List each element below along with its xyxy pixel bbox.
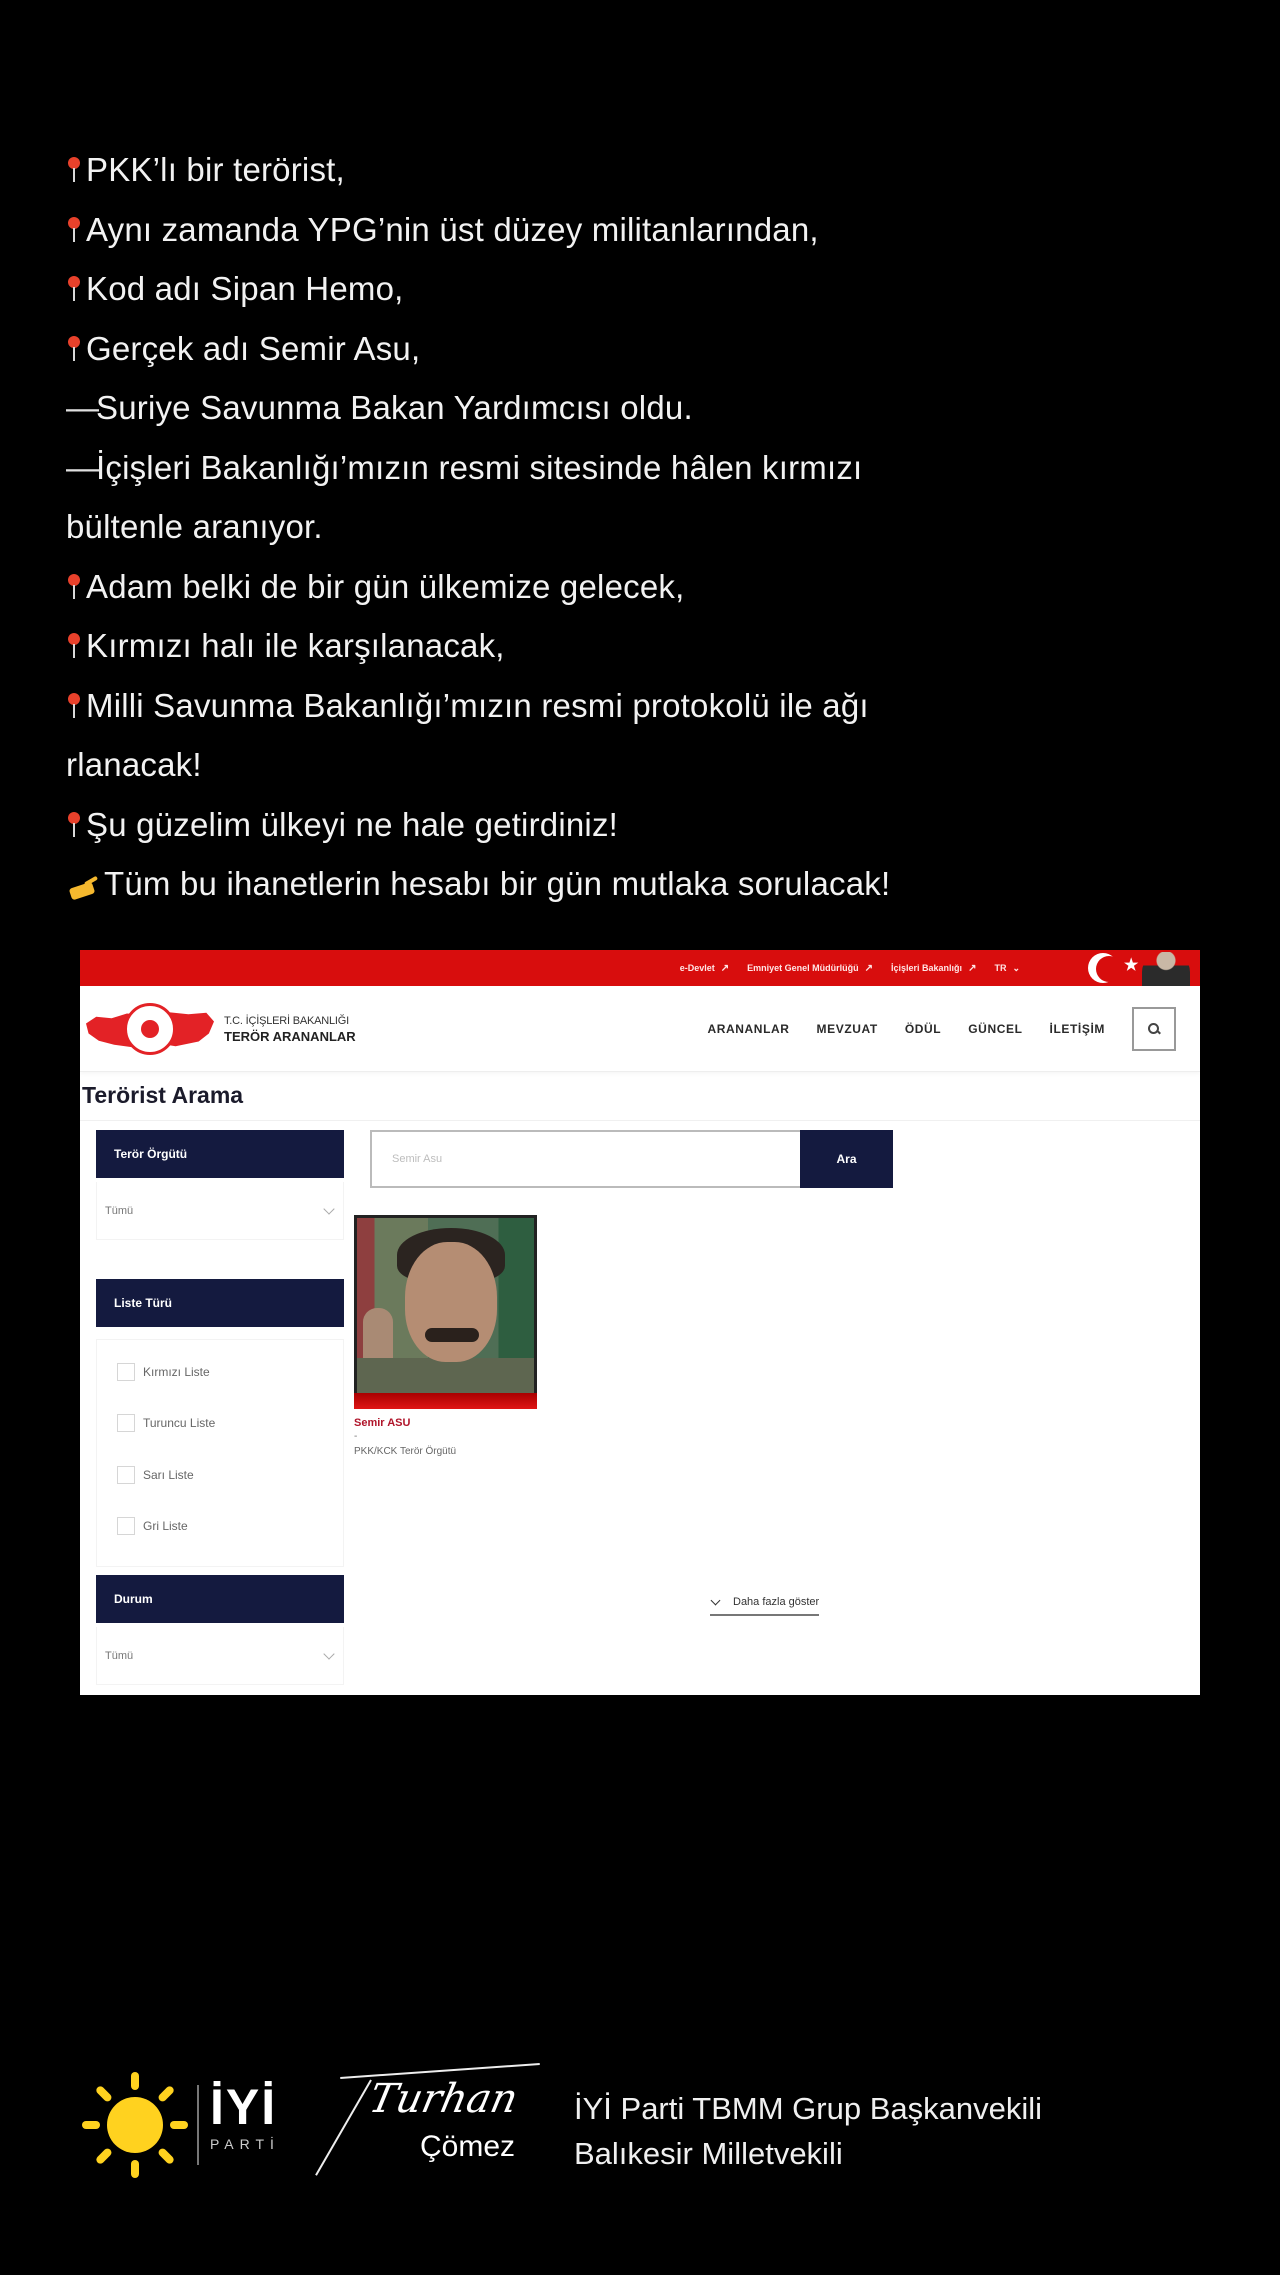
flag-banner [1080, 950, 1200, 986]
checkbox-turuncu-liste[interactable]: Turuncu Liste [117, 1408, 343, 1460]
round-pushpin-icon [66, 274, 82, 304]
round-pushpin-icon [66, 691, 82, 721]
checkbox[interactable] [117, 1414, 135, 1432]
signature [330, 2060, 550, 2190]
pointing-hand-icon [66, 871, 100, 901]
filter-organization [96, 1130, 344, 1240]
organization-select[interactable]: Tümü [96, 1182, 344, 1240]
search-submit-button[interactable]: Ara [800, 1130, 893, 1188]
post-line: —İçişleri Bakanlığı’mızın resmi sitesinde hâlen kırmızı [66, 438, 1186, 498]
post-line: bültenle aranıyor. [66, 508, 323, 545]
nav-mevzuat[interactable]: MEVZUAT [816, 1021, 878, 1036]
egm-link[interactable]: Emniyet Genel Müdürlüğü ↗ [747, 962, 874, 974]
status-select[interactable]: Tümü [96, 1627, 344, 1685]
filter-status [96, 1575, 344, 1685]
search-field[interactable] [370, 1130, 800, 1188]
post-line: Şu güzelim ülkeyi ne hale getirdiniz! [66, 795, 1186, 855]
nav-odul[interactable]: ÖDÜL [904, 1021, 942, 1036]
round-pushpin-icon [66, 572, 82, 602]
external-link-icon: ↗ [720, 962, 730, 974]
post-line: Gerçek adı Semir Asu, [66, 319, 1186, 379]
round-pushpin-icon [66, 810, 82, 840]
round-pushpin-icon [66, 631, 82, 661]
top-bar [80, 950, 1200, 986]
star-icon: ★ [1124, 957, 1139, 974]
dash-icon: — [66, 448, 100, 486]
nav-guncel[interactable]: GÜNCEL [968, 1021, 1023, 1036]
checkbox[interactable] [117, 1363, 135, 1381]
chevron-down-icon [711, 1595, 721, 1605]
post-line: Aynı zamanda YPG’nin üst düzey militanlarından, [66, 200, 1186, 260]
nav-iletisim[interactable]: İLETİŞİM [1049, 1021, 1105, 1036]
result-card[interactable] [354, 1215, 537, 1457]
divider [80, 1120, 1200, 1121]
external-link-icon: ↗ [968, 962, 977, 974]
dash-icon: — [66, 389, 100, 426]
filter-header: Terör Örgütü [96, 1130, 344, 1178]
result-organization: PKK/KCK Terör Örgütü [354, 1446, 457, 1457]
checkbox[interactable] [117, 1466, 135, 1484]
crescent-icon [1088, 953, 1118, 983]
party-logo: İYİ PARTİ [210, 2079, 280, 2152]
search-button[interactable] [1132, 1007, 1176, 1051]
official-titles: İYİ Parti TBMM Grup Başkanvekili Balıkesir Milletvekili [574, 2091, 1043, 2171]
logo-subtitle: T.C. İÇİŞLERİ BAKANLIĞI [224, 1014, 349, 1027]
external-link-icon: ↗ [864, 962, 874, 974]
filter-header: Liste Türü [96, 1279, 344, 1327]
result-name[interactable]: Semir ASU [354, 1417, 411, 1429]
post-line: rlanacak! [66, 746, 202, 783]
search-icon [1148, 1023, 1160, 1035]
chevron-down-icon [323, 1203, 334, 1214]
signature-first-name: Turhan [365, 2076, 522, 2122]
logo-title: TERÖR ARANANLAR [224, 1028, 356, 1044]
site-logo[interactable] [86, 1000, 356, 1058]
chevron-down-icon: ⌄ [1012, 962, 1020, 973]
checkbox-sari-liste[interactable]: Sarı Liste [117, 1459, 343, 1511]
filter-list-type [96, 1279, 344, 1567]
chevron-down-icon [323, 1648, 334, 1659]
footer-branding [80, 2060, 1200, 2180]
checkbox-gri-liste[interactable]: Gri Liste [117, 1511, 343, 1563]
language-select[interactable]: TR ⌄ [994, 962, 1020, 973]
page-title: Terörist Arama [82, 1082, 244, 1108]
turkey-map-logo-icon [86, 1000, 214, 1058]
post-line: Kod adı Sipan Hemo, [66, 259, 1186, 319]
result-detail: - [354, 1431, 358, 1442]
round-pushpin-icon [66, 155, 82, 185]
portrait-image [1142, 952, 1190, 986]
filter-header: Durum [96, 1575, 344, 1623]
round-pushpin-icon [66, 334, 82, 364]
post-line: Tüm bu ihanetlerin hesabı bir gün mutlaka sorulacak! [66, 854, 1186, 914]
round-pushpin-icon [66, 215, 82, 245]
nav-aramananlar[interactable]: ARANANLAR [707, 1021, 790, 1036]
checkbox-kirmizi-liste[interactable]: Kırmızı Liste [117, 1356, 343, 1408]
main-navbar [80, 986, 1200, 1072]
post-text [66, 140, 1186, 914]
post-line: Milli Savunma Bakanlığı’mızın resmi protokolü ile ağı [66, 676, 1186, 736]
edevlet-link[interactable]: e-Devlet ↗ [679, 962, 730, 974]
search-input[interactable] [392, 1153, 800, 1165]
post-line: —Suriye Savunma Bakan Yardımcısı oldu. [66, 378, 1186, 438]
post-line: Kırmızı halı ile karşılanacak, [66, 616, 1186, 676]
post-line: Adam belki de bir gün ülkemize gelecek, [66, 557, 1186, 617]
list-type-options [96, 1339, 344, 1567]
suspect-photo [354, 1215, 537, 1393]
checkbox[interactable] [117, 1517, 135, 1535]
embedded-website-screenshot [80, 950, 1200, 1695]
show-more-button[interactable]: Daha fazla göster [710, 1596, 819, 1616]
icisleri-link[interactable]: İçişleri Bakanlığı ↗ [891, 962, 977, 974]
nav-links [707, 1007, 1176, 1051]
divider [197, 2085, 199, 2165]
red-list-bar [354, 1393, 537, 1409]
sun-logo-icon [80, 2070, 190, 2180]
post-line: PKK’lı bir terörist, [66, 140, 1186, 200]
signature-last-name: Çömez [420, 2130, 516, 2163]
